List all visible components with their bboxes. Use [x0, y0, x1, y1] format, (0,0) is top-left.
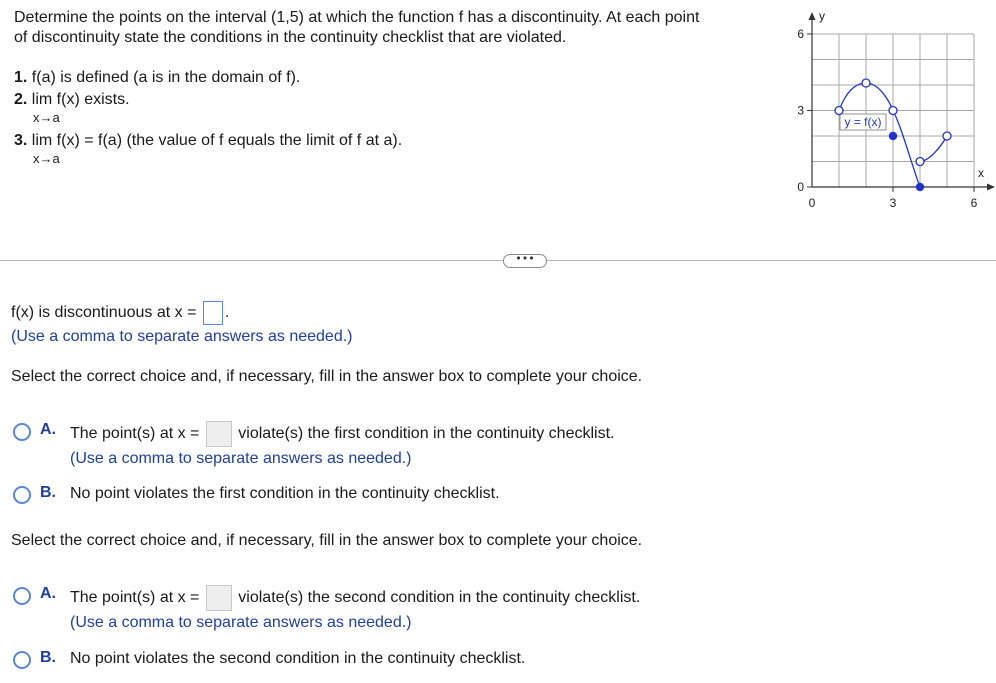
y-axis-arrow — [809, 12, 816, 20]
option-a-suffix: violate(s) the first condition in the continuity checklist. — [238, 425, 615, 443]
y-tick-label: 3 — [797, 103, 804, 118]
second-condition-answer-input[interactable] — [206, 585, 232, 611]
closed-point — [889, 132, 897, 140]
x-tick-label: 6 — [970, 196, 978, 210]
answer-prefix: f(x) is discontinuous at x = — [11, 304, 197, 322]
y-axis-label: y — [819, 9, 825, 23]
option-b-first-condition: No point violates the first condition in the continuity checklist. — [70, 485, 500, 502]
choice-instruction: Select the correct choice and, if necessary, fill in the answer box to complete your choice. — [11, 532, 643, 549]
y-tick-label: 6 — [797, 27, 804, 41]
y-tick-label: 0 — [797, 180, 804, 194]
open-point — [862, 79, 870, 87]
radio-second-condition-a[interactable] — [13, 587, 31, 605]
question-line-2: of discontinuity state the conditions in the continuity checklist that are violated. — [14, 29, 567, 46]
option-letter: B. — [40, 649, 56, 666]
checklist-text: f(a) is defined (a is in the domain of f). — [31, 69, 301, 86]
open-point — [889, 107, 897, 115]
first-condition-answer-input[interactable] — [206, 421, 232, 447]
checklist-number: 3. — [14, 132, 28, 149]
open-point — [835, 107, 843, 115]
option-letter: A. — [40, 421, 56, 438]
function-graph — [780, 4, 996, 216]
checklist-item-3 — [14, 131, 402, 151]
radio-first-condition-b[interactable] — [13, 486, 31, 504]
open-point — [916, 158, 924, 166]
option-a-first-condition — [70, 421, 614, 447]
option-letter: B. — [40, 484, 56, 501]
curve-segment-3 — [920, 136, 947, 162]
curve-label: y = f(x) — [844, 115, 882, 129]
choice-instruction: Select the correct choice and, if necessary, fill in the answer box to complete your choice. — [11, 368, 643, 385]
x-tick-label: 0 — [808, 196, 816, 210]
radio-second-condition-b[interactable] — [13, 651, 31, 669]
checklist-text: lim f(x) = f(a) (the value of f equals the limit of f at a). — [31, 132, 403, 149]
checklist-number: 1. — [14, 69, 28, 86]
section-divider — [0, 260, 996, 261]
question-line-1: Determine the points on the interval (1,5) at which the function f has a discontinuity. At each point — [14, 9, 700, 26]
limit-subscript: x→a — [33, 151, 60, 166]
checklist-number: 2. — [14, 91, 28, 108]
curve-segment-2 — [893, 111, 920, 188]
open-point — [943, 132, 951, 140]
option-letter: A. — [40, 585, 56, 602]
x-axis-arrow — [987, 184, 995, 191]
x-tick-label: 3 — [889, 196, 897, 210]
comma-hint: (Use a comma to separate answers as needed.) — [70, 450, 412, 467]
x-axis-label: x — [978, 166, 984, 180]
option-a-second-condition — [70, 585, 640, 611]
option-a-prefix: The point(s) at x = — [70, 425, 200, 443]
more-button[interactable]: ••• — [503, 254, 547, 268]
option-b-second-condition: No point violates the second condition in the continuity checklist. — [70, 650, 526, 667]
option-a-prefix: The point(s) at x = — [70, 589, 200, 607]
discontinuity-answer-input[interactable] — [203, 301, 223, 325]
comma-hint: (Use a comma to separate answers as needed.) — [70, 614, 412, 631]
answer-suffix: . — [224, 304, 230, 322]
option-a-suffix: violate(s) the second condition in the continuity checklist. — [238, 589, 641, 607]
closed-point — [916, 183, 924, 191]
limit-subscript: x→a — [33, 110, 60, 125]
checklist-item-2 — [14, 90, 130, 110]
radio-first-condition-a[interactable] — [13, 423, 31, 441]
discontinuity-answer-row — [11, 301, 229, 325]
comma-hint: (Use a comma to separate answers as needed.) — [11, 328, 353, 345]
checklist-text: lim f(x) exists. — [31, 91, 130, 108]
checklist-item-1 — [14, 68, 300, 88]
